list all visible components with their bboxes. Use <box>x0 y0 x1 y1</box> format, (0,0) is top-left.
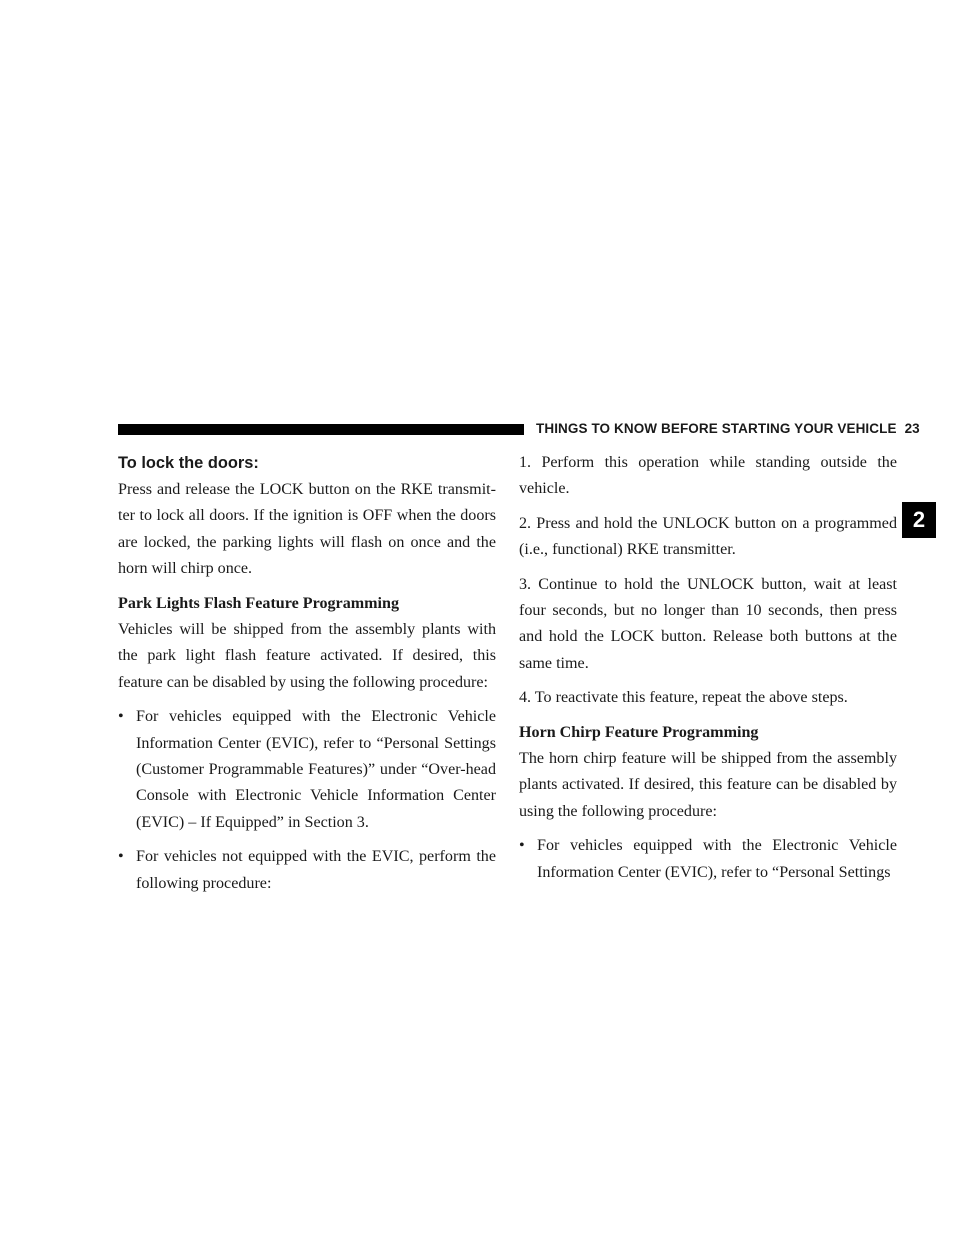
paragraph-lock-doors: Press and release the LOCK button on the RKE transmit-ter to lock all doors. If the ignition is OFF when the doors are locked, the parking lights will flash on once and the horn will chirp once. <box>118 481 496 578</box>
heading-horn-chirp: Horn Chirp Feature Programming <box>519 723 759 741</box>
list-item <box>118 844 496 897</box>
right-column <box>519 450 897 894</box>
bullet-glyph: • <box>118 708 124 726</box>
list-item <box>118 704 496 836</box>
step-2: 2. Press and hold the UNLOCK button on a programmed (i.e., functional) RKE transmitter. <box>519 514 897 559</box>
bullet-text-horn-evic: For vehicles equipped with the Electronic Vehicle Information Center (EVIC), refer to “Personal Settings <box>537 837 897 881</box>
bullet-glyph: • <box>118 848 124 866</box>
step-1: 1. Perform this operation while standing outside the vehicle. <box>519 454 897 498</box>
left-column <box>118 450 496 905</box>
bullet-text-no-evic: For vehicles not equipped with the EVIC, perform the following procedure: <box>136 848 496 892</box>
bullet-text-evic: For vehicles equipped with the Electronic Vehicle Information Center (EVIC), refer to “Personal Settings (Customer Programmable Features)” under “Over-head Console with Electronic Vehicle Information Center (EVIC) – If Equipped” in Section 3. <box>136 708 496 831</box>
page-number: 23 <box>904 421 920 436</box>
heading-lock-doors: To lock the doors: <box>118 454 259 472</box>
header-rule-bar <box>118 424 524 435</box>
paragraph-park-lights: Vehicles will be shipped from the assembly plants with the park light flash feature activated. If desired, this feature can be disabled by using the following procedure: <box>118 621 496 691</box>
step-3: 3. Continue to hold the UNLOCK button, wait at least four seconds, but no longer than 10 seconds, then press and hold the LOCK button. Release both buttons at the same time. <box>519 575 897 672</box>
paragraph-horn-chirp: The horn chirp feature will be shipped from the assembly plants activated. If desired, this feature can be disabled by using the following procedure: <box>519 750 897 820</box>
step-4: 4. To reactivate this feature, repeat the above steps. <box>519 689 848 707</box>
section-tab: 2 <box>902 502 936 538</box>
bullet-glyph: • <box>519 837 525 855</box>
running-header <box>536 420 920 438</box>
list-item <box>519 833 897 886</box>
running-header-title: THINGS TO KNOW BEFORE STARTING YOUR VEHICLE <box>536 421 897 436</box>
heading-park-lights: Park Lights Flash Feature Programming <box>118 594 400 612</box>
